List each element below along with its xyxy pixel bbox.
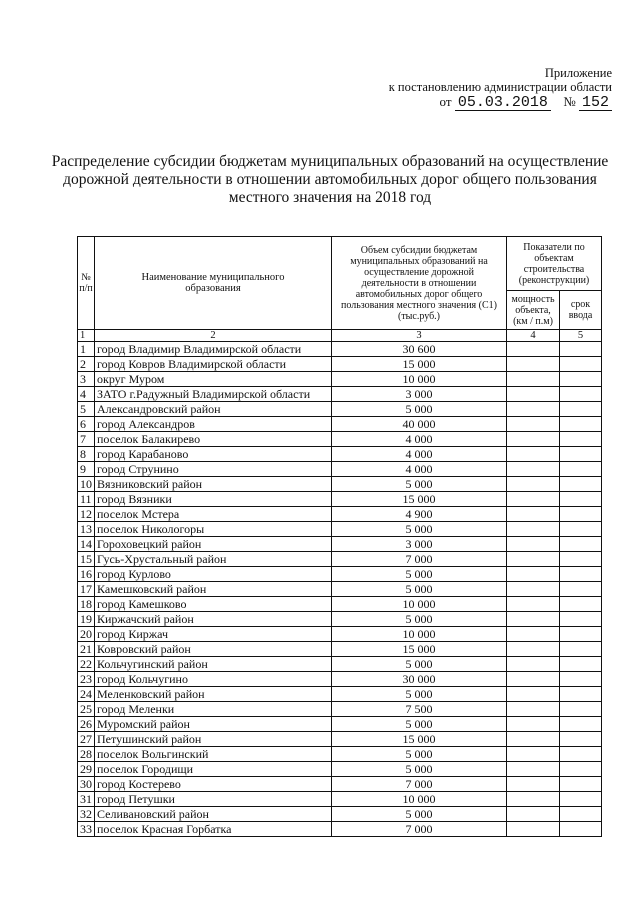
document-header: [389, 66, 612, 111]
row-number: 3: [78, 372, 95, 387]
term-cell: [560, 417, 602, 432]
subsidy-amount: 15 000: [332, 642, 507, 657]
municipality-name: город Камешково: [95, 597, 332, 612]
municipality-name: город Карабаново: [95, 447, 332, 462]
table-row: [78, 507, 602, 522]
table-row: [78, 342, 602, 357]
municipality-name: поселок Красная Горбатка: [95, 822, 332, 837]
date-prefix: от: [439, 94, 452, 109]
table-row: [78, 372, 602, 387]
capacity-cell: [507, 597, 560, 612]
municipality-name: город Киржач: [95, 627, 332, 642]
table-row: [78, 702, 602, 717]
subsidy-amount: 7 000: [332, 777, 507, 792]
table-row: [78, 687, 602, 702]
capacity-cell: [507, 417, 560, 432]
capacity-cell: [507, 387, 560, 402]
capacity-cell: [507, 432, 560, 447]
row-number: 25: [78, 702, 95, 717]
table-row: [78, 612, 602, 627]
appendix-label: Приложение: [544, 66, 612, 80]
subsidy-amount: 3 000: [332, 387, 507, 402]
header-indicators: Показатели по объектам строительства (реконструкции): [507, 237, 602, 291]
table-row: [78, 732, 602, 747]
table-row: [78, 492, 602, 507]
municipality-name: город Струнино: [95, 462, 332, 477]
capacity-cell: [507, 462, 560, 477]
capacity-cell: [507, 477, 560, 492]
subsidy-amount: 3 000: [332, 537, 507, 552]
term-cell: [560, 447, 602, 462]
term-cell: [560, 402, 602, 417]
term-cell: [560, 642, 602, 657]
title-line-2: дорожной деятельности в отношении автомобильных дорог общего пользования: [63, 171, 597, 188]
municipality-name: город Владимир Владимирской области: [95, 342, 332, 357]
table-row: [78, 777, 602, 792]
decree-reference: к постановлению администрации области: [388, 80, 612, 94]
row-number: 2: [78, 357, 95, 372]
capacity-cell: [507, 762, 560, 777]
row-number: 29: [78, 762, 95, 777]
subsidy-amount: 15 000: [332, 357, 507, 372]
subsidy-amount: 10 000: [332, 627, 507, 642]
subsidy-amount: 30 000: [332, 672, 507, 687]
subsidy-amount: 5 000: [332, 807, 507, 822]
table-row: [78, 522, 602, 537]
subsidy-amount: 4 000: [332, 447, 507, 462]
decree-date: 05.03.2018: [455, 95, 551, 111]
table-row: [78, 432, 602, 447]
subsidy-amount: 7 000: [332, 552, 507, 567]
column-number: 3: [332, 330, 507, 342]
capacity-cell: [507, 552, 560, 567]
municipality-name: Вязниковский район: [95, 477, 332, 492]
subsidy-amount: 15 000: [332, 732, 507, 747]
table-row: [78, 462, 602, 477]
row-number: 30: [78, 777, 95, 792]
subsidy-amount: 40 000: [332, 417, 507, 432]
row-number: 20: [78, 627, 95, 642]
term-cell: [560, 747, 602, 762]
row-number: 28: [78, 747, 95, 762]
capacity-cell: [507, 447, 560, 462]
municipality-name: поселок Балакирево: [95, 432, 332, 447]
row-number: 32: [78, 807, 95, 822]
term-cell: [560, 687, 602, 702]
capacity-cell: [507, 792, 560, 807]
municipality-name: ЗАТО г.Радужный Владимирской области: [95, 387, 332, 402]
term-cell: [560, 777, 602, 792]
capacity-cell: [507, 357, 560, 372]
municipality-name: поселок Никологоры: [95, 522, 332, 537]
header-number: № п/п: [78, 237, 95, 330]
row-number: 27: [78, 732, 95, 747]
term-cell: [560, 477, 602, 492]
table-row: [78, 567, 602, 582]
subsidy-amount: 5 000: [332, 747, 507, 762]
table-row: [78, 582, 602, 597]
subsidy-amount: 30 600: [332, 342, 507, 357]
capacity-cell: [507, 642, 560, 657]
row-number: 18: [78, 597, 95, 612]
municipality-name: Гусь-Хрустальный район: [95, 552, 332, 567]
table-row: [78, 417, 602, 432]
municipality-name: город Меленки: [95, 702, 332, 717]
term-cell: [560, 792, 602, 807]
capacity-cell: [507, 702, 560, 717]
number-sign: №: [563, 94, 576, 109]
subsidy-amount: 5 000: [332, 762, 507, 777]
header-capacity: мощность объекта, (км / п.м): [507, 291, 560, 330]
term-cell: [560, 717, 602, 732]
capacity-cell: [507, 657, 560, 672]
municipality-name: Камешковский район: [95, 582, 332, 597]
municipality-name: поселок Вольгинский: [95, 747, 332, 762]
table-row: [78, 657, 602, 672]
row-number: 15: [78, 552, 95, 567]
municipality-name: Селивановский район: [95, 807, 332, 822]
header-amount: Объем субсидии бюджетам муниципальных образований на осуществление дорожной деятельности в отношении автомобильных дорог общего пользования местного значения (С1) (тыс.руб.): [332, 237, 507, 330]
subsidy-amount: 5 000: [332, 687, 507, 702]
capacity-cell: [507, 732, 560, 747]
term-cell: [560, 822, 602, 837]
subsidy-amount: 5 000: [332, 522, 507, 537]
row-number: 23: [78, 672, 95, 687]
row-number: 33: [78, 822, 95, 837]
municipality-name: город Костерево: [95, 777, 332, 792]
capacity-cell: [507, 582, 560, 597]
row-number: 10: [78, 477, 95, 492]
column-number-row: [78, 330, 602, 342]
term-cell: [560, 762, 602, 777]
table-row: [78, 672, 602, 687]
table-row: [78, 402, 602, 417]
row-number: 17: [78, 582, 95, 597]
table-row: [78, 357, 602, 372]
row-number: 13: [78, 522, 95, 537]
subsidy-amount: 4 900: [332, 507, 507, 522]
term-cell: [560, 357, 602, 372]
capacity-cell: [507, 372, 560, 387]
table-row: [78, 807, 602, 822]
row-number: 12: [78, 507, 95, 522]
term-cell: [560, 537, 602, 552]
title-line-1: Распределение субсидии бюджетам муниципальных образований на осуществление: [51, 153, 609, 170]
capacity-cell: [507, 522, 560, 537]
subsidy-amount: 7 500: [332, 702, 507, 717]
municipality-name: округ Муром: [95, 372, 332, 387]
capacity-cell: [507, 627, 560, 642]
term-cell: [560, 567, 602, 582]
subsidy-amount: 5 000: [332, 402, 507, 417]
term-cell: [560, 507, 602, 522]
subsidy-amount: 15 000: [332, 492, 507, 507]
municipality-name: город Ковров Владимирской области: [95, 357, 332, 372]
row-number: 24: [78, 687, 95, 702]
subsidy-amount: 4 000: [332, 462, 507, 477]
term-cell: [560, 387, 602, 402]
term-cell: [560, 807, 602, 822]
table-row: [78, 762, 602, 777]
municipality-name: Меленковский район: [95, 687, 332, 702]
capacity-cell: [507, 612, 560, 627]
capacity-cell: [507, 342, 560, 357]
table-row: [78, 642, 602, 657]
column-number: 1: [78, 330, 95, 342]
subsidy-amount: 7 000: [332, 822, 507, 837]
municipality-name: город Александров: [95, 417, 332, 432]
municipality-name: город Петушки: [95, 792, 332, 807]
row-number: 8: [78, 447, 95, 462]
municipality-name: Муромский район: [95, 717, 332, 732]
row-number: 9: [78, 462, 95, 477]
row-number: 14: [78, 537, 95, 552]
term-cell: [560, 372, 602, 387]
municipality-name: поселок Городищи: [95, 762, 332, 777]
row-number: 6: [78, 417, 95, 432]
capacity-cell: [507, 402, 560, 417]
row-number: 26: [78, 717, 95, 732]
term-cell: [560, 582, 602, 597]
subsidy-amount: 5 000: [332, 657, 507, 672]
subsidy-amount: 4 000: [332, 432, 507, 447]
municipality-name: город Кольчугино: [95, 672, 332, 687]
term-cell: [560, 702, 602, 717]
capacity-cell: [507, 567, 560, 582]
table-row: [78, 537, 602, 552]
row-number: 21: [78, 642, 95, 657]
subsidy-amount: 10 000: [332, 372, 507, 387]
municipality-name: город Курлово: [95, 567, 332, 582]
municipality-name: поселок Мстера: [95, 507, 332, 522]
row-number: 7: [78, 432, 95, 447]
table-row: [78, 792, 602, 807]
capacity-cell: [507, 777, 560, 792]
subsidy-amount: 5 000: [332, 582, 507, 597]
decree-number: 152: [579, 95, 612, 111]
subsidy-amount: 5 000: [332, 612, 507, 627]
decree-date-line: [389, 95, 612, 111]
table-row: [78, 447, 602, 462]
header-name: Наименование муниципального образования: [95, 237, 332, 330]
table-row: [78, 747, 602, 762]
term-cell: [560, 627, 602, 642]
row-number: 22: [78, 657, 95, 672]
subsidy-amount: 10 000: [332, 792, 507, 807]
row-number: 11: [78, 492, 95, 507]
subsidy-amount: 5 000: [332, 567, 507, 582]
term-cell: [560, 492, 602, 507]
row-number: 16: [78, 567, 95, 582]
term-cell: [560, 732, 602, 747]
capacity-cell: [507, 672, 560, 687]
header-term: срок ввода: [560, 291, 602, 330]
capacity-cell: [507, 537, 560, 552]
term-cell: [560, 597, 602, 612]
document-title: [40, 153, 620, 207]
capacity-cell: [507, 687, 560, 702]
row-number: 5: [78, 402, 95, 417]
title-line-3: местного значения на 2018 год: [228, 189, 432, 206]
capacity-cell: [507, 747, 560, 762]
row-number: 4: [78, 387, 95, 402]
column-number: 5: [560, 330, 602, 342]
term-cell: [560, 432, 602, 447]
table-row: [78, 477, 602, 492]
table-row: [78, 597, 602, 612]
row-number: 1: [78, 342, 95, 357]
term-cell: [560, 657, 602, 672]
municipality-name: Петушинский район: [95, 732, 332, 747]
municipality-name: город Вязники: [95, 492, 332, 507]
table-row: [78, 552, 602, 567]
subsidy-amount: 5 000: [332, 477, 507, 492]
subsidy-amount: 5 000: [332, 717, 507, 732]
table-row: [78, 822, 602, 837]
municipality-name: Ковровский район: [95, 642, 332, 657]
term-cell: [560, 522, 602, 537]
term-cell: [560, 612, 602, 627]
term-cell: [560, 552, 602, 567]
capacity-cell: [507, 717, 560, 732]
municipality-name: Гороховецкий район: [95, 537, 332, 552]
capacity-cell: [507, 492, 560, 507]
term-cell: [560, 672, 602, 687]
municipality-name: Александровский район: [95, 402, 332, 417]
subsidy-amount: 10 000: [332, 597, 507, 612]
subsidy-table: [77, 236, 602, 837]
municipality-name: Киржачский район: [95, 612, 332, 627]
capacity-cell: [507, 822, 560, 837]
column-number: 2: [95, 330, 332, 342]
table-row: [78, 627, 602, 642]
capacity-cell: [507, 807, 560, 822]
column-number: 4: [507, 330, 560, 342]
term-cell: [560, 342, 602, 357]
capacity-cell: [507, 507, 560, 522]
municipality-name: Кольчугинский район: [95, 657, 332, 672]
term-cell: [560, 462, 602, 477]
row-number: 19: [78, 612, 95, 627]
table-row: [78, 717, 602, 732]
table-row: [78, 387, 602, 402]
row-number: 31: [78, 792, 95, 807]
